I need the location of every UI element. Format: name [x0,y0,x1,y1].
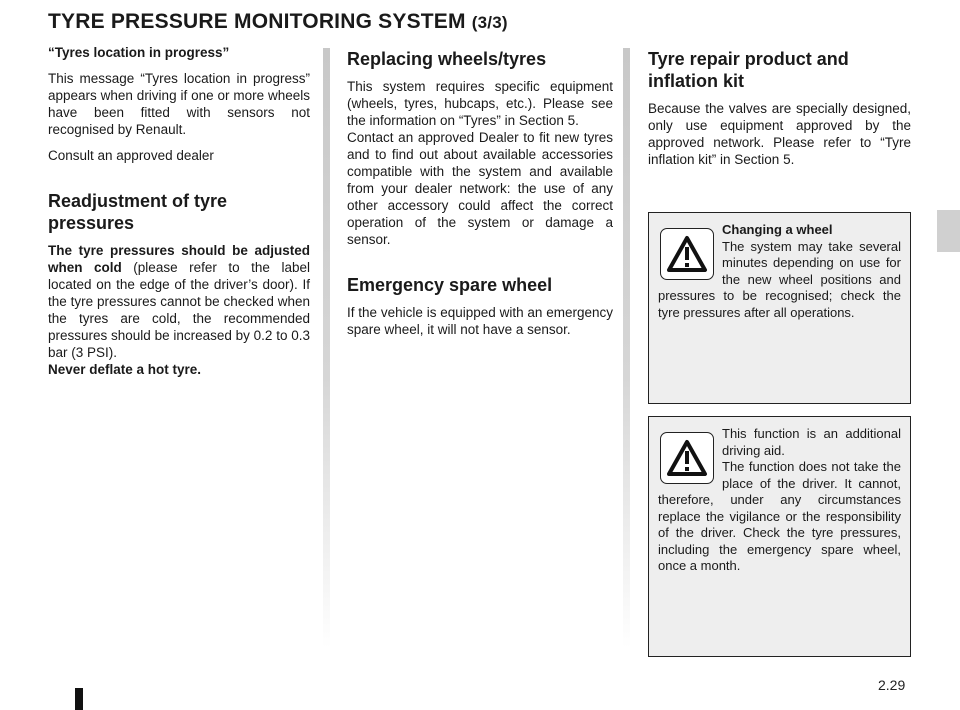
note-box-changing-wheel [648,212,911,404]
note-text-driving-aid: This function is an additional driving aid. [722,426,901,458]
heading-readjustment: Readjustment of tyre pressures [48,191,228,233]
page-title [48,10,508,34]
bold-lead: The tyre pressures should be adjusted when cold [48,243,310,275]
column-2 [347,48,613,347]
title-main: TYRE PRESSURE MONITORING SYSTEM [48,10,466,33]
column-divider-1 [323,48,330,648]
note-text-driver-responsibility: The function does not take the place of the driver. It cannot, therefore, under any circumstances replace the vigilance or the responsibility of the driver. Check the tyre pressures, including the emergency spare wheel, once a month. [658,459,901,573]
bold-warning: Never deflate a hot tyre. [48,362,202,377]
subheading-tyres-location: “Tyres location in progress” [48,45,230,60]
column-divider-2 [623,48,630,648]
warning-triangle-icon [660,432,714,484]
column-3 [648,48,911,177]
note-text: The system may take several minutes depending on use for the new wheel positions and pressures to be recognised; check the tyre pressures after all operations. [658,238,901,320]
title-suffix: (3/3) [471,13,508,32]
note-box-driving-aid [648,416,911,657]
note-title: Changing a wheel [722,222,833,237]
paragraph-emergency-spare: If the vehicle is equipped with an emergency spare wheel, it will not have a sensor. [347,305,613,337]
column-1 [48,44,310,387]
heading-replacing-wheels: Replacing wheels/tyres [347,49,547,69]
section-tab [937,210,960,252]
paragraph-tyres-location: This message “Tyres location in progress” appears when driving if one or more wheels have been fitted with sensors not recognised by Renault. [48,71,310,137]
paragraph-specific-equipment: This system requires specific equipment (wheels, tyres, hubcaps, etc.). Please see the information on “Tyres” in Section 5. [347,79,613,128]
paragraph-valves: Because the valves are specially designed, only use equipment approved by the approved network. Please refer to “Tyre inflation kit” in Section 5. [648,101,911,167]
paragraph-contact-dealer: Contact an approved Dealer to fit new tyres and to find out about available accessories compatible with the system and available from your dealer network: the use of any other accessory could affect the correct operation of the system or damage a sensor. [347,130,613,247]
heading-emergency-spare: Emergency spare wheel [347,275,553,295]
paragraph-readjustment [48,242,310,378]
warning-triangle-icon [660,228,714,280]
readjustment-text: (please refer to the label located on the edge of the driver’s door). If the tyre pressures cannot be checked when the tyres are cold, the recommended pressures should be increased by 0.2 to 0.3 bar (3 PSI). [48,260,310,360]
page-number: 2.29 [878,677,906,693]
heading-repair-kit: Tyre repair product and inflation kit [648,49,849,91]
paragraph-consult-dealer: Consult an approved dealer [48,148,214,163]
page-edge-mark [75,688,83,710]
